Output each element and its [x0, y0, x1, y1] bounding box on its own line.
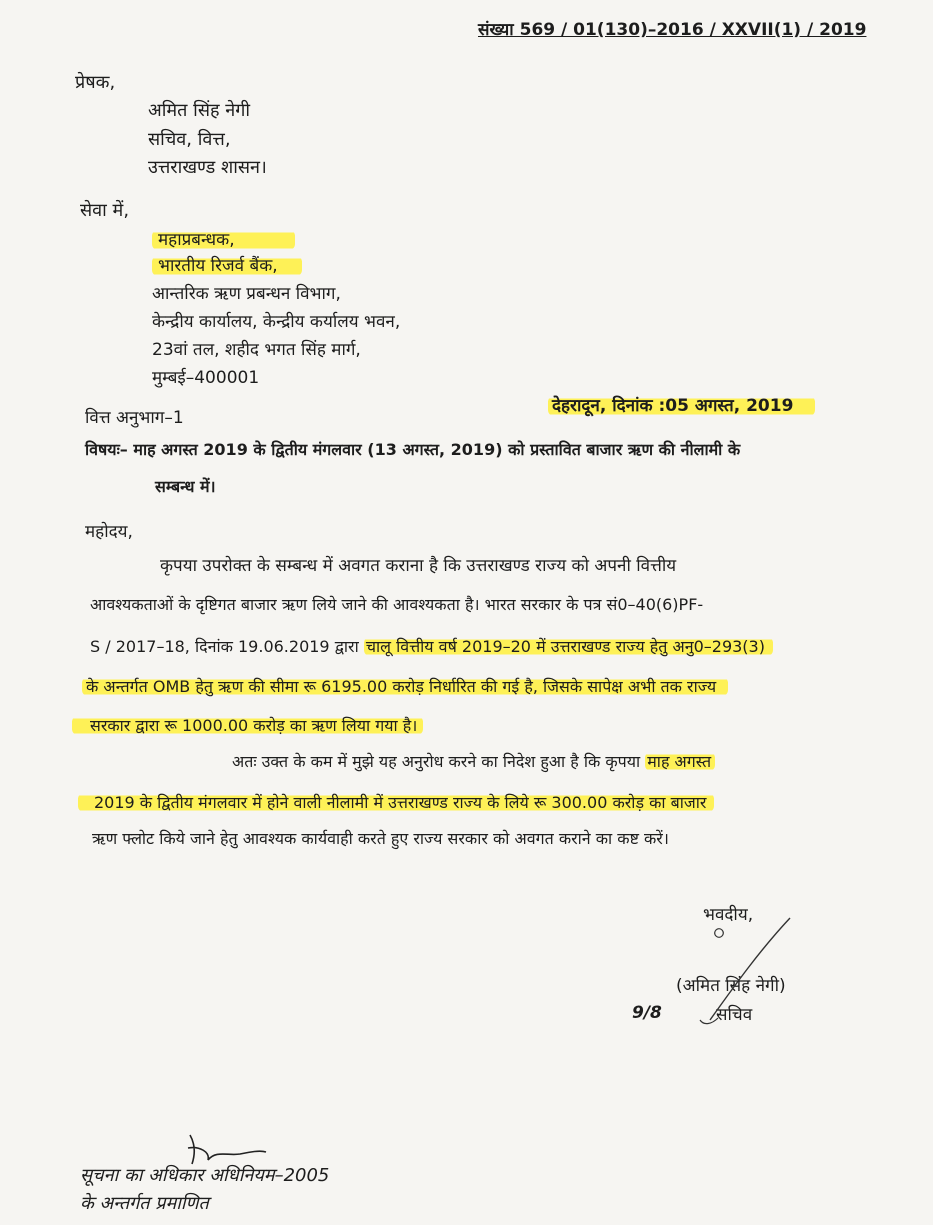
sender-designation: सचिव, वित्त,: [148, 129, 231, 150]
para-line: [82, 677, 728, 697]
sender-label: प्रेषक,: [75, 72, 116, 93]
para-line: [90, 637, 773, 657]
para-line: [72, 716, 423, 736]
section-name: वित्त अनुभाग–1: [85, 408, 184, 428]
footer-line: के अन्तर्गत प्रमाणित: [80, 1193, 209, 1214]
highlight: माह अगस्त: [645, 752, 715, 771]
recipient-line: केन्द्रीय कार्यालय, केन्द्रीय कर्यालय भवन,: [152, 312, 401, 332]
highlight: भारतीय रिजर्व बैंक,: [152, 256, 302, 276]
signature-initials: 9/8: [632, 1003, 662, 1023]
para-line: [232, 752, 715, 772]
highlight: देहरादून, दिनांक :05 अगस्त, 2019: [548, 396, 815, 416]
highlight: 2019 के द्वितीय मंगलवार में होने वाली नीलामी में उत्तराखण्ड राज्य के लिये रू 300.00 करोड़ का बाजार: [78, 793, 714, 812]
para-line: [160, 556, 820, 577]
reference-number: संख्या 569 / 01(130)–2016 / XXVII(1) / 2019: [478, 20, 867, 40]
footer-line: सूचना का अधिकार अधिनियम–2005: [80, 1165, 330, 1186]
footer-signature: [180, 1130, 270, 1170]
signature-scribble: [640, 900, 800, 1040]
highlight: सरकार द्वारा रू 1000.00 करोड़ का ऋण लिया गया है।: [72, 716, 423, 735]
recipient-line: [152, 256, 302, 277]
salutation: महोदय,: [85, 522, 133, 542]
para-line: आवश्यकताओं के दृष्टिगत बाजार ऋण लिये जाने की आवश्यकता है। भारत सरकार के पत्र सं0–40(6)PF-: [90, 595, 704, 614]
highlight: चालू वित्तीय वर्ष 2019–20 में उत्तराखण्ड राज्य हेतु अनु0–293(3): [364, 637, 773, 656]
para-line: [78, 793, 714, 813]
recipient-line: [152, 230, 295, 251]
recipient-line: आन्तरिक ऋण प्रबन्धन विभाग,: [152, 284, 341, 304]
subject-line: विषयः– माह अगस्त 2019 के द्वितीय मंगलवार (13 अगस्त, 2019) को प्रस्तावित बाजार ऋण की नीलामी के: [85, 440, 741, 459]
signatory-name: (अमित सिंह नेगी): [676, 976, 786, 996]
place-date: [548, 396, 815, 417]
sender-name: अमित सिंह नेगी: [148, 100, 251, 121]
recipient-line: मुम्बई–400001: [152, 368, 260, 388]
recipient-line: 23वां तल, शहीद भगत सिंह मार्ग,: [152, 340, 361, 360]
highlight: महाप्रबन्धक,: [152, 230, 295, 250]
para-text: S / 2017–18, दिनांक 19.06.2019 द्वारा: [90, 637, 364, 656]
sender-office: उत्तराखण्ड शासन।: [148, 157, 267, 178]
signatory-designation: सचिव: [716, 1005, 753, 1025]
subject-line: सम्बन्ध में।: [155, 477, 216, 496]
para-text: अतः उक्त के कम में मुझे यह अनुरोध करने का निदेश हुआ है कि कृपया: [232, 752, 646, 771]
highlight: के अन्तर्गत OMB हेतु ऋण की सीमा रू 6195.00 करोड़ निर्धारित की गई है, जिसके सापेक्ष अभी तक राज्य: [82, 677, 728, 696]
para-line: ऋण फ्लोट किये जाने हेतु आवश्यक कार्यवाही करते हुए राज्य सरकार को अवगत कराने का कष्ट करें।: [92, 829, 669, 848]
closing-yours: भवदीय,: [703, 905, 754, 925]
recipient-label: सेवा में,: [80, 200, 130, 221]
para-text: कृपया उपरोक्त के सम्बन्ध में अवगत कराना है कि उत्तराखण्ड राज्य को अपनी वित्तीय: [160, 556, 677, 576]
